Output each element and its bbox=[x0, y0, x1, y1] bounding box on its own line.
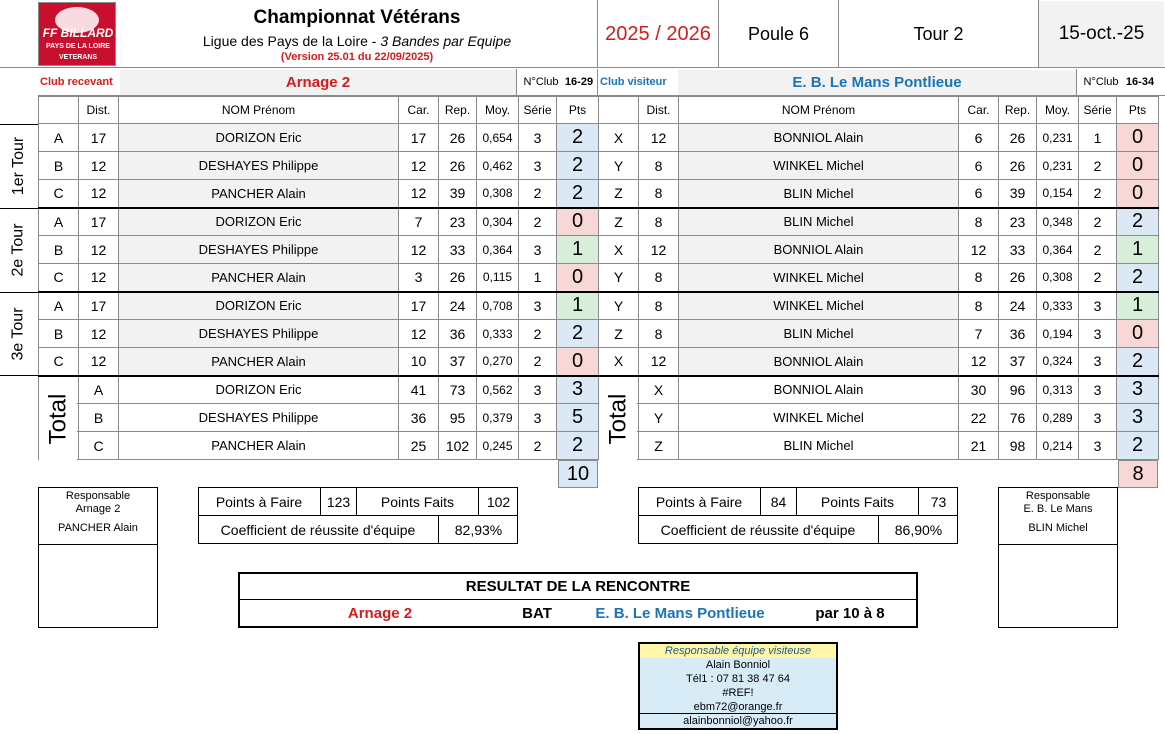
home-col-serie: Série bbox=[519, 97, 557, 124]
logo-line2: PAYS DE LA LOIRE bbox=[46, 43, 110, 50]
away-points-faits: 73 bbox=[930, 493, 947, 510]
home-club-num: 16-29 bbox=[564, 76, 594, 88]
home-moyenne: 0,308 bbox=[477, 180, 519, 208]
away-club-label: Club visiteur bbox=[600, 76, 667, 88]
table-row bbox=[599, 320, 1159, 348]
table-row bbox=[39, 208, 599, 236]
home-points: 0 bbox=[557, 348, 599, 376]
away-caramboles[interactable]: 6 bbox=[959, 180, 999, 208]
home-club-label: Club recevant bbox=[40, 76, 113, 88]
away-col-moy: Moy. bbox=[1037, 97, 1079, 124]
home-resp-club: Arnage 2 bbox=[75, 502, 121, 515]
home-serie[interactable]: 2 bbox=[519, 208, 557, 236]
total-row bbox=[599, 404, 1159, 432]
home-player-name: DESHAYES Philippe bbox=[119, 236, 399, 264]
away-points-a-faire: 84 bbox=[770, 493, 787, 510]
away-points: 1 bbox=[1117, 236, 1159, 264]
away-player-name: BLIN Michel bbox=[679, 320, 959, 348]
home-total-points: 10 bbox=[558, 460, 598, 488]
home-player-letter: C bbox=[39, 264, 79, 292]
away-serie[interactable]: 1 bbox=[1079, 124, 1117, 152]
home-reprises[interactable]: 33 bbox=[439, 236, 477, 264]
away-col-rep: Rep. bbox=[999, 97, 1037, 124]
home-distance: 17 bbox=[79, 292, 119, 320]
away-serie[interactable]: 3 bbox=[1079, 292, 1117, 320]
home-moyenne: 0,304 bbox=[477, 208, 519, 236]
table-row bbox=[39, 264, 599, 292]
away-moyenne: 0,364 bbox=[1037, 236, 1079, 264]
home-moyenne: 0,462 bbox=[477, 152, 519, 180]
away-total-label: Total bbox=[599, 377, 637, 460]
home-serie[interactable]: 2 bbox=[519, 320, 557, 348]
home-player-name: PANCHER Alain bbox=[119, 348, 399, 376]
home-total-name: DORIZON Eric bbox=[119, 376, 399, 404]
version-label: (Version 25.01 du 22/09/2025) bbox=[280, 51, 434, 63]
home-distance: 12 bbox=[79, 348, 119, 376]
away-total-letter: Y bbox=[639, 404, 679, 432]
away-moyenne: 0,231 bbox=[1037, 152, 1079, 180]
away-total-caramboles: 21 bbox=[959, 432, 999, 460]
round-3-label: 3e Tour bbox=[10, 307, 28, 361]
away-points: 1 bbox=[1117, 292, 1159, 320]
table-row bbox=[39, 348, 599, 376]
away-club-num-label: N°Club bbox=[1083, 76, 1119, 88]
away-reprises[interactable]: 26 bbox=[999, 264, 1037, 292]
away-points: 2 bbox=[1117, 348, 1159, 376]
table-row bbox=[39, 152, 599, 180]
home-reprises[interactable]: 36 bbox=[439, 320, 477, 348]
away-player-name: WINKEL Michel bbox=[679, 292, 959, 320]
home-caramboles[interactable]: 12 bbox=[399, 236, 439, 264]
home-total-moyenne: 0,379 bbox=[477, 404, 519, 432]
away-caramboles[interactable]: 6 bbox=[959, 124, 999, 152]
home-player-letter: B bbox=[39, 236, 79, 264]
away-caramboles[interactable]: 12 bbox=[959, 236, 999, 264]
away-moyenne: 0,231 bbox=[1037, 124, 1079, 152]
home-points-a-faire-label: Points à Faire bbox=[215, 493, 303, 510]
home-total-caramboles: 41 bbox=[399, 376, 439, 404]
away-distance: 8 bbox=[639, 292, 679, 320]
away-reprises[interactable]: 23 bbox=[999, 208, 1037, 236]
away-reprises[interactable]: 26 bbox=[999, 124, 1037, 152]
away-resp-label: Responsable bbox=[1025, 489, 1091, 502]
home-total-name: DESHAYES Philippe bbox=[119, 404, 399, 432]
away-total-caramboles: 30 bbox=[959, 376, 999, 404]
away-reprises[interactable]: 24 bbox=[999, 292, 1037, 320]
away-player-name: WINKEL Michel bbox=[679, 152, 959, 180]
home-distance: 12 bbox=[79, 180, 119, 208]
away-points: 2 bbox=[1117, 264, 1159, 292]
home-player-name: DORIZON Eric bbox=[119, 208, 399, 236]
home-total-points: 5 bbox=[557, 404, 599, 432]
away-serie[interactable]: 2 bbox=[1079, 208, 1117, 236]
home-moyenne: 0,115 bbox=[477, 264, 519, 292]
home-total-serie: 3 bbox=[519, 376, 557, 404]
away-points: 2 bbox=[1117, 208, 1159, 236]
home-total-points: 2 bbox=[557, 432, 599, 460]
away-points: 0 bbox=[1117, 152, 1159, 180]
away-col-pts: Pts bbox=[1117, 97, 1159, 124]
away-player-name: BONNIOL Alain bbox=[679, 124, 959, 152]
away-total-serie: 3 bbox=[1079, 376, 1117, 404]
home-total-moyenne: 0,245 bbox=[477, 432, 519, 460]
away-player-letter: Z bbox=[599, 180, 639, 208]
contact-name: Alain Bonniol bbox=[705, 659, 771, 671]
match-date: 15-oct.-25 bbox=[1039, 1, 1164, 67]
home-total-moyenne: 0,562 bbox=[477, 376, 519, 404]
home-total-serie: 2 bbox=[519, 432, 557, 460]
away-total-points: 2 bbox=[1117, 432, 1159, 460]
result-title: RESULTAT DE LA RENCONTRE bbox=[465, 578, 691, 595]
home-moyenne: 0,333 bbox=[477, 320, 519, 348]
home-total-points: 3 bbox=[557, 376, 599, 404]
home-distance: 12 bbox=[79, 236, 119, 264]
away-points: 0 bbox=[1117, 124, 1159, 152]
away-reprises[interactable]: 26 bbox=[999, 152, 1037, 180]
home-distance: 12 bbox=[79, 320, 119, 348]
home-player-letter: B bbox=[39, 152, 79, 180]
away-total-reprises: 98 bbox=[999, 432, 1037, 460]
away-resp-name: BLIN Michel bbox=[1028, 522, 1088, 534]
home-total-letter: C bbox=[79, 432, 119, 460]
table-row bbox=[39, 292, 599, 320]
away-serie[interactable]: 3 bbox=[1079, 320, 1117, 348]
home-points: 0 bbox=[557, 264, 599, 292]
home-points-a-faire: 123 bbox=[326, 493, 351, 510]
home-resp-name: PANCHER Alain bbox=[58, 522, 138, 534]
contact-phone: Tél1 : 07 81 38 47 64 bbox=[686, 673, 790, 685]
round-1-label: 1er Tour bbox=[10, 136, 27, 196]
home-col-moy: Moy. bbox=[477, 97, 519, 124]
home-reprises[interactable]: 26 bbox=[439, 152, 477, 180]
subtitle-mode: 3 Bandes par Equipe bbox=[380, 33, 512, 49]
away-distance: 8 bbox=[639, 180, 679, 208]
away-player-letter: X bbox=[599, 348, 639, 376]
away-header-row bbox=[599, 97, 1159, 124]
home-points: 2 bbox=[557, 124, 599, 152]
home-col-car: Car. bbox=[399, 97, 439, 124]
home-serie[interactable]: 2 bbox=[519, 348, 557, 376]
away-reprises[interactable]: 33 bbox=[999, 236, 1037, 264]
away-player-letter: Y bbox=[599, 292, 639, 320]
home-moyenne: 0,708 bbox=[477, 292, 519, 320]
home-distance: 12 bbox=[79, 152, 119, 180]
home-points: 2 bbox=[557, 180, 599, 208]
away-caramboles[interactable]: 8 bbox=[959, 208, 999, 236]
away-player-name: BLIN Michel bbox=[679, 180, 959, 208]
home-points: 1 bbox=[557, 236, 599, 264]
table-row bbox=[39, 180, 599, 208]
total-row bbox=[39, 376, 599, 404]
home-moyenne: 0,364 bbox=[477, 236, 519, 264]
home-player-name: DESHAYES Philippe bbox=[119, 320, 399, 348]
home-reprises[interactable]: 23 bbox=[439, 208, 477, 236]
table-row bbox=[599, 152, 1159, 180]
home-distance: 17 bbox=[79, 208, 119, 236]
away-col-dist: Dist. bbox=[639, 97, 679, 124]
home-serie[interactable]: 3 bbox=[519, 236, 557, 264]
away-points-faits-label: Points Faits bbox=[820, 493, 895, 510]
contact-title: Responsable équipe visiteuse bbox=[640, 644, 836, 658]
home-total-serie: 3 bbox=[519, 404, 557, 432]
away-points: 0 bbox=[1117, 320, 1159, 348]
away-player-letter: Z bbox=[599, 320, 639, 348]
away-total-letter: Z bbox=[639, 432, 679, 460]
home-total-reprises: 102 bbox=[439, 432, 477, 460]
home-player-letter: A bbox=[39, 124, 79, 152]
home-coef: 82,93% bbox=[454, 522, 503, 538]
table-row bbox=[39, 320, 599, 348]
result-score: par 10 à 8 bbox=[815, 605, 885, 622]
away-serie[interactable]: 2 bbox=[1079, 180, 1117, 208]
result-home-team: Arnage 2 bbox=[347, 605, 413, 622]
home-points: 1 bbox=[557, 292, 599, 320]
home-club-num-label: N°Club bbox=[523, 76, 559, 88]
away-distance: 12 bbox=[639, 124, 679, 152]
away-reprises[interactable]: 37 bbox=[999, 348, 1037, 376]
away-points: 0 bbox=[1117, 180, 1159, 208]
away-total-caramboles: 22 bbox=[959, 404, 999, 432]
home-serie[interactable]: 3 bbox=[519, 124, 557, 152]
away-player-letter: Y bbox=[599, 264, 639, 292]
away-header-blank bbox=[599, 97, 639, 124]
page-subtitle bbox=[118, 31, 596, 51]
away-total-moyenne: 0,313 bbox=[1037, 376, 1079, 404]
table-row bbox=[599, 348, 1159, 376]
away-serie[interactable]: 2 bbox=[1079, 236, 1117, 264]
away-col-serie: Série bbox=[1079, 97, 1117, 124]
table-row bbox=[39, 236, 599, 264]
home-col-pts: Pts bbox=[557, 97, 599, 124]
away-club-num: 16-34 bbox=[1125, 76, 1155, 88]
away-caramboles[interactable]: 8 bbox=[959, 292, 999, 320]
home-player-letter: C bbox=[39, 348, 79, 376]
away-player-letter: Y bbox=[599, 152, 639, 180]
home-caramboles[interactable]: 3 bbox=[399, 264, 439, 292]
home-total-letter: B bbox=[79, 404, 119, 432]
away-moyenne: 0,333 bbox=[1037, 292, 1079, 320]
away-caramboles[interactable]: 7 bbox=[959, 320, 999, 348]
table-row bbox=[599, 264, 1159, 292]
home-reprises[interactable]: 37 bbox=[439, 348, 477, 376]
home-reprises[interactable]: 24 bbox=[439, 292, 477, 320]
home-total-caramboles: 25 bbox=[399, 432, 439, 460]
away-reprises[interactable]: 36 bbox=[999, 320, 1037, 348]
away-moyenne: 0,194 bbox=[1037, 320, 1079, 348]
away-player-name: WINKEL Michel bbox=[679, 264, 959, 292]
home-total-reprises: 73 bbox=[439, 376, 477, 404]
away-moyenne: 0,348 bbox=[1037, 208, 1079, 236]
away-total-letter: X bbox=[639, 376, 679, 404]
away-total-name: WINKEL Michel bbox=[679, 404, 959, 432]
away-player-name: BLIN Michel bbox=[679, 208, 959, 236]
away-player-name: BONNIOL Alain bbox=[679, 236, 959, 264]
home-moyenne: 0,270 bbox=[477, 348, 519, 376]
away-coef-label: Coefficient de réussite d'équipe bbox=[660, 522, 856, 538]
home-total-letter: A bbox=[79, 376, 119, 404]
home-player-name: PANCHER Alain bbox=[119, 180, 399, 208]
away-distance: 8 bbox=[639, 264, 679, 292]
home-reprises[interactable]: 39 bbox=[439, 180, 477, 208]
home-col-rep: Rep. bbox=[439, 97, 477, 124]
table-row bbox=[39, 124, 599, 152]
home-serie[interactable]: 3 bbox=[519, 152, 557, 180]
home-coef-label: Coefficient de réussite d'équipe bbox=[220, 522, 416, 538]
away-distance: 8 bbox=[639, 320, 679, 348]
home-caramboles[interactable]: 7 bbox=[399, 208, 439, 236]
home-player-name: DORIZON Eric bbox=[119, 124, 399, 152]
table-row bbox=[599, 236, 1159, 264]
home-player-name: DORIZON Eric bbox=[119, 292, 399, 320]
home-player-letter: A bbox=[39, 292, 79, 320]
away-resp-club: E. B. Le Mans bbox=[1023, 502, 1093, 515]
home-resp-label: Responsable bbox=[65, 489, 131, 502]
home-caramboles[interactable]: 17 bbox=[399, 124, 439, 152]
ffb-logo bbox=[38, 2, 116, 66]
away-total-points: 3 bbox=[1117, 376, 1159, 404]
home-moyenne: 0,654 bbox=[477, 124, 519, 152]
away-total-reprises: 76 bbox=[999, 404, 1037, 432]
logo-line1: FF BILLARD bbox=[42, 26, 114, 40]
home-header-blank bbox=[39, 97, 79, 124]
season-label: 2025 / 2026 bbox=[605, 22, 711, 45]
away-distance: 8 bbox=[639, 208, 679, 236]
home-caramboles[interactable]: 12 bbox=[399, 320, 439, 348]
home-caramboles[interactable]: 12 bbox=[399, 152, 439, 180]
away-score-table bbox=[598, 96, 1159, 460]
away-total-reprises: 96 bbox=[999, 376, 1037, 404]
away-player-letter: X bbox=[599, 236, 639, 264]
home-player-name: PANCHER Alain bbox=[119, 264, 399, 292]
away-player-letter: Z bbox=[599, 208, 639, 236]
away-serie[interactable]: 2 bbox=[1079, 264, 1117, 292]
subtitle-league: Ligue des Pays de la Loire - bbox=[202, 33, 377, 49]
contact-ref: #REF! bbox=[722, 687, 754, 699]
contact-email-1[interactable]: ebm72@orange.fr bbox=[693, 700, 783, 713]
logo-line3: VETERANS bbox=[58, 54, 98, 61]
away-caramboles[interactable]: 6 bbox=[959, 152, 999, 180]
away-moyenne: 0,308 bbox=[1037, 264, 1079, 292]
total-row bbox=[599, 376, 1159, 404]
away-distance: 12 bbox=[639, 348, 679, 376]
home-serie[interactable]: 3 bbox=[519, 292, 557, 320]
away-total-points: 8 bbox=[1118, 460, 1158, 488]
page-title: Championnat Vétérans bbox=[253, 7, 461, 28]
total-row bbox=[39, 432, 599, 460]
away-col-name: NOM Prénom bbox=[679, 97, 959, 124]
home-player-letter: C bbox=[39, 180, 79, 208]
away-moyenne: 0,324 bbox=[1037, 348, 1079, 376]
table-row bbox=[599, 180, 1159, 208]
contact-email-2[interactable]: alainbonniol@yahoo.fr bbox=[683, 715, 793, 727]
away-caramboles[interactable]: 8 bbox=[959, 264, 999, 292]
away-total-moyenne: 0,214 bbox=[1037, 432, 1079, 460]
away-total-serie: 3 bbox=[1079, 432, 1117, 460]
total-row bbox=[39, 404, 599, 432]
home-total-caramboles: 36 bbox=[399, 404, 439, 432]
result-verb: BAT bbox=[522, 605, 552, 622]
away-total-name: BONNIOL Alain bbox=[679, 376, 959, 404]
away-serie[interactable]: 2 bbox=[1079, 152, 1117, 180]
home-total-label: Total bbox=[39, 377, 77, 460]
home-reprises[interactable]: 26 bbox=[439, 264, 477, 292]
table-row bbox=[599, 292, 1159, 320]
home-points: 2 bbox=[557, 320, 599, 348]
away-caramboles[interactable]: 12 bbox=[959, 348, 999, 376]
away-player-name: BONNIOL Alain bbox=[679, 348, 959, 376]
home-col-dist: Dist. bbox=[79, 97, 119, 124]
home-player-name: DESHAYES Philippe bbox=[119, 152, 399, 180]
home-header-row bbox=[39, 97, 599, 124]
home-player-letter: A bbox=[39, 208, 79, 236]
total-row bbox=[599, 432, 1159, 460]
away-player-letter: X bbox=[599, 124, 639, 152]
home-club-name: Arnage 2 bbox=[120, 70, 516, 95]
home-score-table bbox=[38, 96, 599, 460]
away-distance: 8 bbox=[639, 152, 679, 180]
home-distance: 12 bbox=[79, 264, 119, 292]
home-total-reprises: 95 bbox=[439, 404, 477, 432]
away-reprises[interactable]: 39 bbox=[999, 180, 1037, 208]
away-points-a-faire-label: Points à Faire bbox=[655, 493, 743, 510]
home-total-name: PANCHER Alain bbox=[119, 432, 399, 460]
table-row bbox=[599, 208, 1159, 236]
table-row bbox=[599, 124, 1159, 152]
away-club-name: E. B. Le Mans Pontlieue bbox=[678, 70, 1076, 95]
away-total-name: BLIN Michel bbox=[679, 432, 959, 460]
home-player-letter: B bbox=[39, 320, 79, 348]
home-points: 2 bbox=[557, 152, 599, 180]
away-moyenne: 0,154 bbox=[1037, 180, 1079, 208]
home-serie[interactable]: 2 bbox=[519, 180, 557, 208]
round-2-label: 2e Tour bbox=[10, 223, 28, 277]
away-total-moyenne: 0,289 bbox=[1037, 404, 1079, 432]
home-reprises[interactable]: 26 bbox=[439, 124, 477, 152]
home-points-faits-label: Points Faits bbox=[380, 493, 455, 510]
away-total-points: 3 bbox=[1117, 404, 1159, 432]
poule-label: Poule 6 bbox=[747, 23, 810, 44]
home-points-faits: 102 bbox=[486, 493, 511, 510]
away-distance: 12 bbox=[639, 236, 679, 264]
home-caramboles[interactable]: 12 bbox=[399, 180, 439, 208]
home-distance: 17 bbox=[79, 124, 119, 152]
home-col-name: NOM Prénom bbox=[119, 97, 399, 124]
away-coef: 86,90% bbox=[894, 522, 943, 538]
away-total-serie: 3 bbox=[1079, 404, 1117, 432]
home-serie[interactable]: 1 bbox=[519, 264, 557, 292]
home-points: 0 bbox=[557, 208, 599, 236]
away-serie[interactable]: 3 bbox=[1079, 348, 1117, 376]
result-away-team: E. B. Le Mans Pontlieue bbox=[595, 605, 765, 622]
home-caramboles[interactable]: 10 bbox=[399, 348, 439, 376]
tour-label: Tour 2 bbox=[913, 23, 964, 44]
away-col-car: Car. bbox=[959, 97, 999, 124]
home-caramboles[interactable]: 17 bbox=[399, 292, 439, 320]
